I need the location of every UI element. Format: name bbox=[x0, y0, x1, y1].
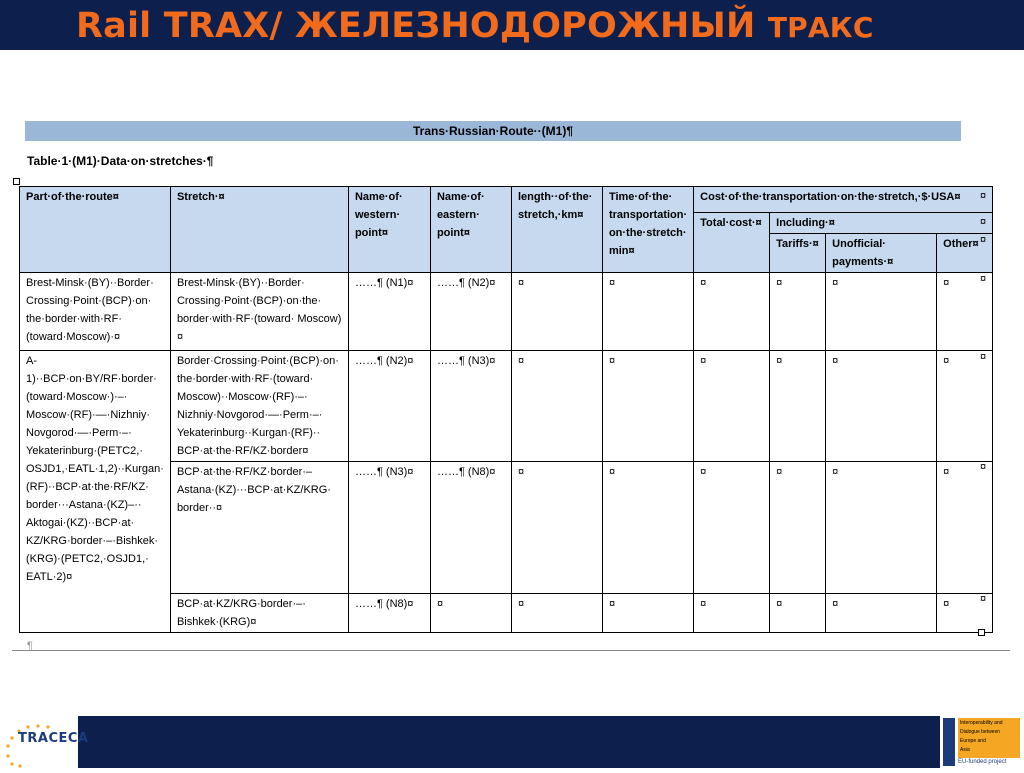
cell-stretch-row3: BCP·at·the·RF/KZ·border·– Astana·(KZ)···BCP·at·KZ/KRG· border··¤ bbox=[170, 462, 348, 594]
cell-part-row1: Brest-Minsk·(BY)··Border· Crossing·Point·(BCP)·on· the·border·with·RF· (toward·Moscow)·¤ bbox=[20, 273, 171, 351]
paragraph-mark: ¶ bbox=[27, 640, 33, 652]
header-cost: Cost·of·the·transportation·on·the·stretch,·$·USA¤ bbox=[694, 187, 993, 213]
cell-part-row2: A-1)··BCP·on·BY/RF·border· (toward·Moscow·)·–· Moscow·(RF)·—·Nizhniy· Novgorod·—·Perm·–· Yekaterinburg·(PETC2,· OSJD1,·EATL·1,2)··Kurgan· (RF)··BCP·at·the·RF/KZ· border···Astana·(KZ)–·· Aktogai·(KZ)··BCP·at· KZ/KRG·border·–·Bishkek· (KRG)·(PETC2,·OSJD1,· EATL·2)¤ bbox=[20, 351, 171, 633]
header-stretch: Stretch·¤ bbox=[170, 187, 348, 273]
row-end-mark: ¤ bbox=[980, 190, 987, 202]
cell-empty: ¤ bbox=[826, 594, 937, 633]
cell-empty: ¤ bbox=[511, 351, 602, 462]
cell-empty: ¤ bbox=[770, 462, 826, 594]
row-end-mark: ¤ bbox=[980, 234, 987, 246]
header-part-of-route: Part·of·the·route¤ bbox=[20, 187, 171, 273]
header-tariffs: Tariffs·¤ bbox=[770, 234, 826, 273]
header-length: length··of·the· stretch,·km¤ bbox=[511, 187, 602, 273]
cell-western-row1: ……¶ (N1)¤ bbox=[348, 273, 430, 351]
cell-eastern-row1: ……¶ (N2)¤ bbox=[430, 273, 511, 351]
footer-bar bbox=[78, 716, 940, 768]
slide-title bbox=[76, 6, 874, 46]
page-separator bbox=[12, 650, 1010, 651]
row-end-mark: ¤ bbox=[980, 461, 987, 473]
row-end-mark: ¤ bbox=[980, 351, 987, 363]
cell-western-row2: ……¶ (N2)¤ bbox=[348, 351, 430, 462]
cell-empty: ¤ bbox=[602, 594, 693, 633]
route-banner: Trans·Russian·Route··(M1)¶ bbox=[25, 121, 961, 141]
cell-empty: ¤ bbox=[694, 351, 770, 462]
cell-eastern-row4: ¤ bbox=[430, 594, 511, 633]
table-move-handle[interactable] bbox=[13, 178, 20, 185]
cell-empty: ¤ bbox=[937, 273, 993, 351]
cell-empty: ¤ bbox=[602, 462, 693, 594]
cell-empty: ¤ bbox=[937, 462, 993, 594]
stretch-data-table bbox=[19, 186, 993, 633]
cell-stretch-row4: BCP·at·KZ/KRG·border·–· Bishkek·(KRG)¤ bbox=[170, 594, 348, 633]
cell-empty: ¤ bbox=[602, 273, 693, 351]
header-other: Other¤ bbox=[937, 234, 993, 273]
cell-empty: ¤ bbox=[694, 594, 770, 633]
traceca-vertical-logo bbox=[943, 718, 955, 766]
slide-title-suffix: ТРАКС bbox=[767, 11, 874, 44]
traceca-logo-text: TRACECA bbox=[18, 731, 89, 746]
cell-empty: ¤ bbox=[770, 273, 826, 351]
cell-empty: ¤ bbox=[826, 462, 937, 594]
header-western-point: Name·of· western· point¤ bbox=[348, 187, 430, 273]
cell-empty: ¤ bbox=[694, 462, 770, 594]
header-time: Time·of·the· transportation· on·the·stretch· min¤ bbox=[602, 187, 693, 273]
cell-eastern-row3: ……¶ (N8)¤ bbox=[430, 462, 511, 594]
cell-empty: ¤ bbox=[937, 594, 993, 633]
cell-stretch-row1: Brest-Minsk·(BY)··Border· Crossing·Point·(BCP)·on·the· border·with·RF·(toward· Moscow)¤ bbox=[170, 273, 348, 351]
cell-empty: ¤ bbox=[770, 351, 826, 462]
cell-stretch-row2: Border·Crossing·Point·(BCP)·on· the·border·with·RF·(toward· Moscow)··Moscow·(RF)·–· Nizhniy·Novgorod·—·Perm·–· Yekaterinburg··Kurgan·(RF)·· BCP·at·the·RF/KZ·border¤ bbox=[170, 351, 348, 462]
header-unofficial-payments: Unofficial· payments·¤ bbox=[826, 234, 937, 273]
cell-eastern-row2: ……¶ (N3)¤ bbox=[430, 351, 511, 462]
idea-line: Asia bbox=[960, 747, 970, 753]
table-resize-handle[interactable] bbox=[978, 629, 985, 636]
row-end-mark: ¤ bbox=[980, 273, 987, 285]
idea-line: Interoperability and bbox=[960, 720, 1003, 726]
cell-empty: ¤ bbox=[511, 594, 602, 633]
idea-line: Europe and bbox=[960, 738, 986, 744]
header-including: Including·¤ bbox=[770, 213, 993, 234]
header-total-cost: Total·cost·¤ bbox=[694, 213, 770, 273]
cell-empty: ¤ bbox=[826, 273, 937, 351]
cell-empty: ¤ bbox=[602, 351, 693, 462]
table-caption: Table·1·(M1)·Data·on·stretches·¶ bbox=[27, 154, 214, 168]
eu-funded-label: EU-funded project bbox=[958, 759, 1007, 765]
row-end-mark: ¤ bbox=[980, 216, 987, 228]
cell-empty: ¤ bbox=[511, 462, 602, 594]
cell-empty: ¤ bbox=[694, 273, 770, 351]
row-end-mark: ¤ bbox=[980, 593, 987, 605]
header-eastern-point: Name·of· eastern· point¤ bbox=[430, 187, 511, 273]
cell-empty: ¤ bbox=[511, 273, 602, 351]
cell-empty: ¤ bbox=[770, 594, 826, 633]
cell-western-row3: ……¶ (N3)¤ bbox=[348, 462, 430, 594]
slide-title-main: Rail TRAX/ ЖЕЛЕЗНОДОРОЖНЫЙ bbox=[76, 6, 768, 46]
idea-line: Dialogue between bbox=[960, 729, 1001, 735]
cell-empty: ¤ bbox=[826, 351, 937, 462]
cell-western-row4: ……¶ (N8)¤ bbox=[348, 594, 430, 633]
cell-empty: ¤ bbox=[937, 351, 993, 462]
